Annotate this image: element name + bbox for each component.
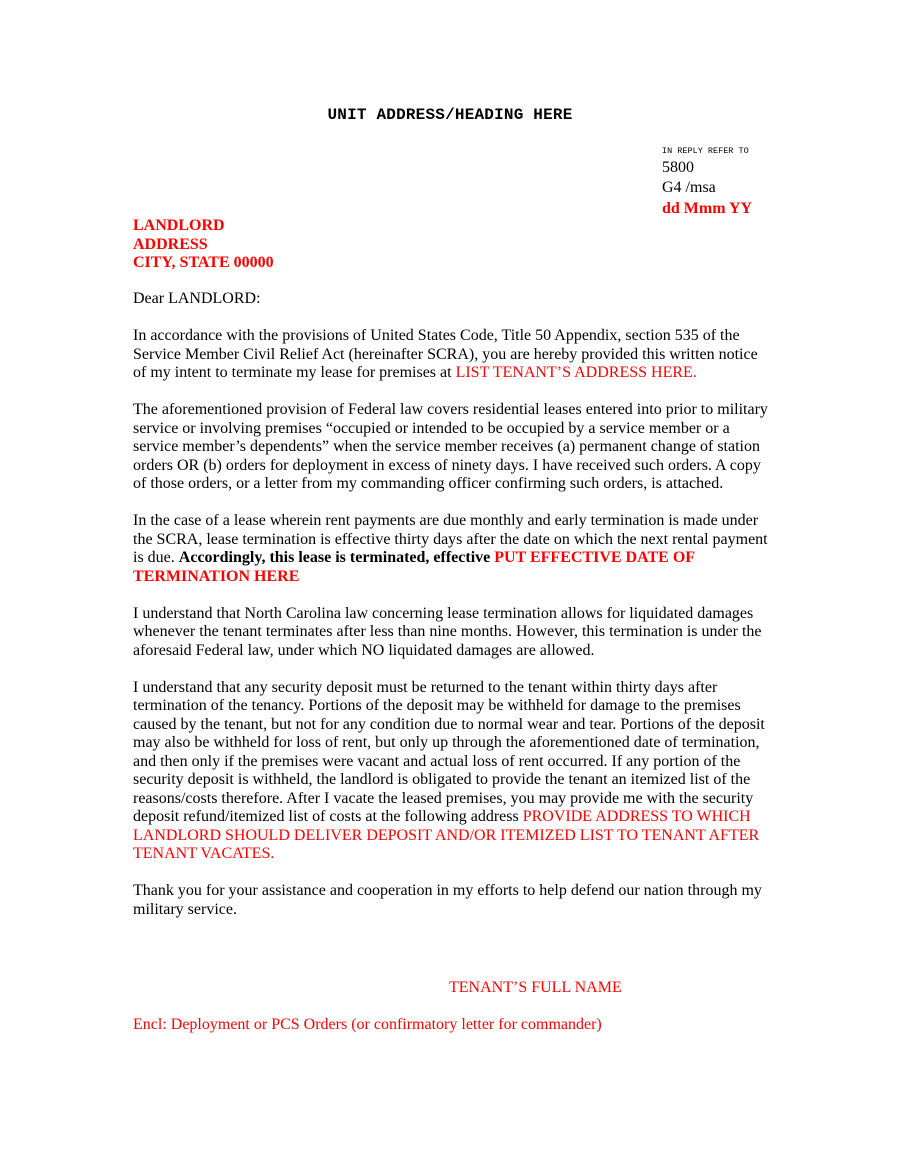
reply-reference-block xyxy=(662,145,882,219)
addressee-street: ADDRESS xyxy=(133,235,208,253)
paragraph-termination xyxy=(133,512,773,586)
unit-heading: UNIT ADDRESS/HEADING HERE xyxy=(327,106,573,124)
enclosure-line: Encl: Deployment or PCS Orders (or confirmatory letter for commander) xyxy=(133,1016,602,1033)
tenant-address-placeholder: LIST TENANT’S ADDRESS HERE. xyxy=(455,364,697,381)
paragraph-closing: Thank you for your assistance and cooperation in my efforts to help defend our nation through my military service. xyxy=(133,882,762,918)
salutation: Dear LANDLORD: xyxy=(133,290,261,307)
termination-statement: Accordingly, this lease is terminated, effective xyxy=(178,549,495,566)
paragraph-liquidated-damages: I understand that North Carolina law concerning lease termination allows for liquidated damages whenever the tenant terminates after less than nine months. However, this termination is under the aforesaid Federal law, under which NO liquidated damages are allowed. xyxy=(133,604,762,659)
paragraph-security-deposit-text: I understand that any security deposit must be returned to the tenant within thirty days after termination of the tenancy. Portions of the deposit may be withheld for damage to the premises caused by the tenant, but not for any condition due to normal wear and tear. Portions of the deposit may also be withheld for loss of rent, but only up through the aforementioned date of termination, and then only if the premises were vacant and actual loss of rent occurred. If any portion of the security deposit is withheld, the landlord is obligated to provide the tenant an itemized list of the reasons/costs therefore. After I vacate the leased premises, you may provide me with the security deposit refund/itemized list of costs at the following address xyxy=(133,678,765,825)
reply-refer-label: IN REPLY REFER TO xyxy=(662,146,749,156)
paragraph-termination-text: In the case of a lease wherein rent payments are due monthly and early termination is made under the SCRA, lease termination is effective thirty days after the date on which the next rental payment is due. xyxy=(133,512,768,566)
tenant-signature: TENANT’S FULL NAME xyxy=(449,979,622,996)
letter-date: dd Mmm YY xyxy=(662,200,753,217)
effective-date-placeholder: PUT EFFECTIVE DATE OF TERMINATION HERE xyxy=(133,549,695,585)
paragraph-notice-text: In accordance with the provisions of United States Code, Title 50 Appendix, section 535 of the Service Member Civil Relief Act (hereinafter SCRA), you are hereby provided this written notice of my intent to terminate my lease for premises at xyxy=(133,327,758,381)
addressee-block xyxy=(133,217,633,273)
letter-body xyxy=(133,290,773,938)
addressee-name: LANDLORD xyxy=(133,217,225,234)
paragraph-provision: The aforementioned provision of Federal law covers residential leases entered into prior to military service or involving premises “occupied or intended to be occupied by a service member or a service member’s dependents” when the service member receives (a) permanent change of station orders OR (b) orders for deployment in excess of ninety days. I have received such orders. A copy of those orders, or a letter from my commanding officer confirming such orders, is attached. xyxy=(133,401,768,492)
paragraph-notice xyxy=(133,327,773,383)
deposit-address-placeholder: PROVIDE ADDRESS TO WHICH LANDLORD SHOULD DELIVER DEPOSIT AND/OR ITEMIZED LIST TO TENANT AFTER TENANT VACATES. xyxy=(133,808,760,862)
office-code: G4 /msa xyxy=(662,179,716,196)
addressee-city-state: CITY, STATE 00000 xyxy=(133,254,274,271)
paragraph-security-deposit xyxy=(133,679,773,864)
ssic-code: 5800 xyxy=(662,159,694,176)
